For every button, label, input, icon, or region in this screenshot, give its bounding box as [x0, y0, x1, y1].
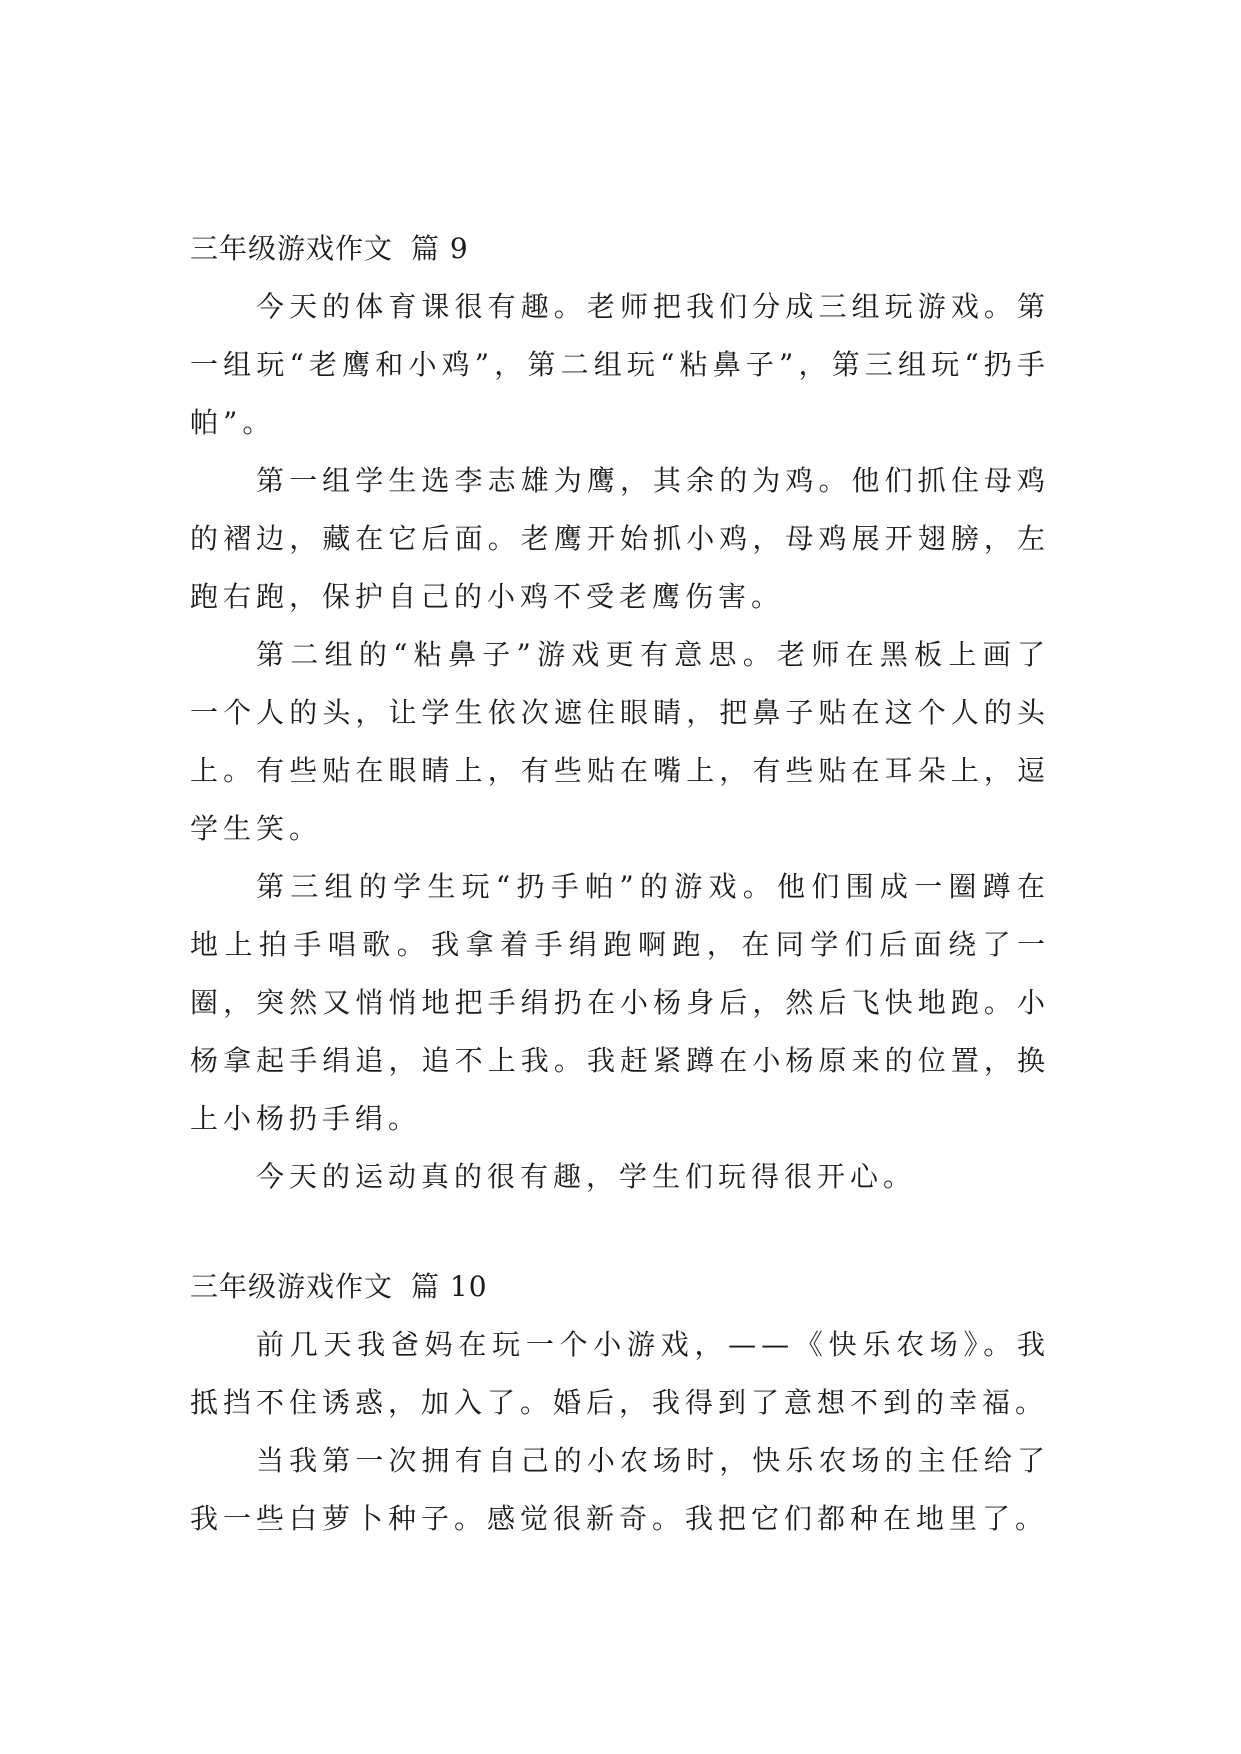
essay-title-text: 三年级游戏作文: [190, 232, 394, 265]
essay-title: [190, 220, 1050, 278]
essay-number: 篇 9: [411, 232, 469, 265]
essay-9: [190, 220, 1050, 1206]
paragraph: 第一组学生选李志雄为鹰，其余的为鸡。他们抓住母鸡的褶边，藏在它后面。老鹰开始抓小鸡，母鸡展开翅膀，左跑右跑，保护自己的小鸡不受老鹰伤害。: [190, 464, 1050, 613]
paragraph: 当我第一次拥有自己的小农场时，快乐农场的主任给了我一些白萝卜种子。感觉很新奇。我把它们都种在地里了。: [190, 1444, 1050, 1535]
paragraph: 今天的运动真的很有趣，学生们玩得很开心。: [256, 1160, 917, 1193]
essay-10: [190, 1258, 1050, 1548]
paragraph: 第三组的学生玩“扔手帕”的游戏。他们围成一圈蹲在地上拍手唱歌。我拿着手绢跑啊跑，在同学们后面绕了一圈，突然又悄悄地把手绢扔在小杨身后，然后飞快地跑。小杨拿起手绢追，追不上我。我赶紧蹲在小杨原来的位置，换上小杨扔手绢。: [190, 870, 1050, 1135]
essay-number: 篇 10: [411, 1270, 488, 1303]
paragraph: 今天的体育课很有趣。老师把我们分成三组玩游戏。第一组玩“老鹰和小鸡”，第二组玩“粘鼻子”，第三组玩“扔手帕”。: [190, 290, 1050, 439]
essay-title: [190, 1258, 1050, 1316]
paragraph: 前几天我爸妈在玩一个小游戏，——《快乐农场》。我抵挡不住诱惑，加入了。婚后，我得到了意想不到的幸福。: [190, 1328, 1050, 1419]
document-page: [190, 220, 1050, 1548]
paragraph: 第二组的“粘鼻子”游戏更有意思。老师在黑板上画了一个人的头，让学生依次遮住眼睛，把鼻子贴在这个人的头上。有些贴在眼睛上，有些贴在嘴上，有些贴在耳朵上，逗学生笑。: [190, 638, 1050, 845]
essay-title-text: 三年级游戏作文: [190, 1270, 394, 1303]
